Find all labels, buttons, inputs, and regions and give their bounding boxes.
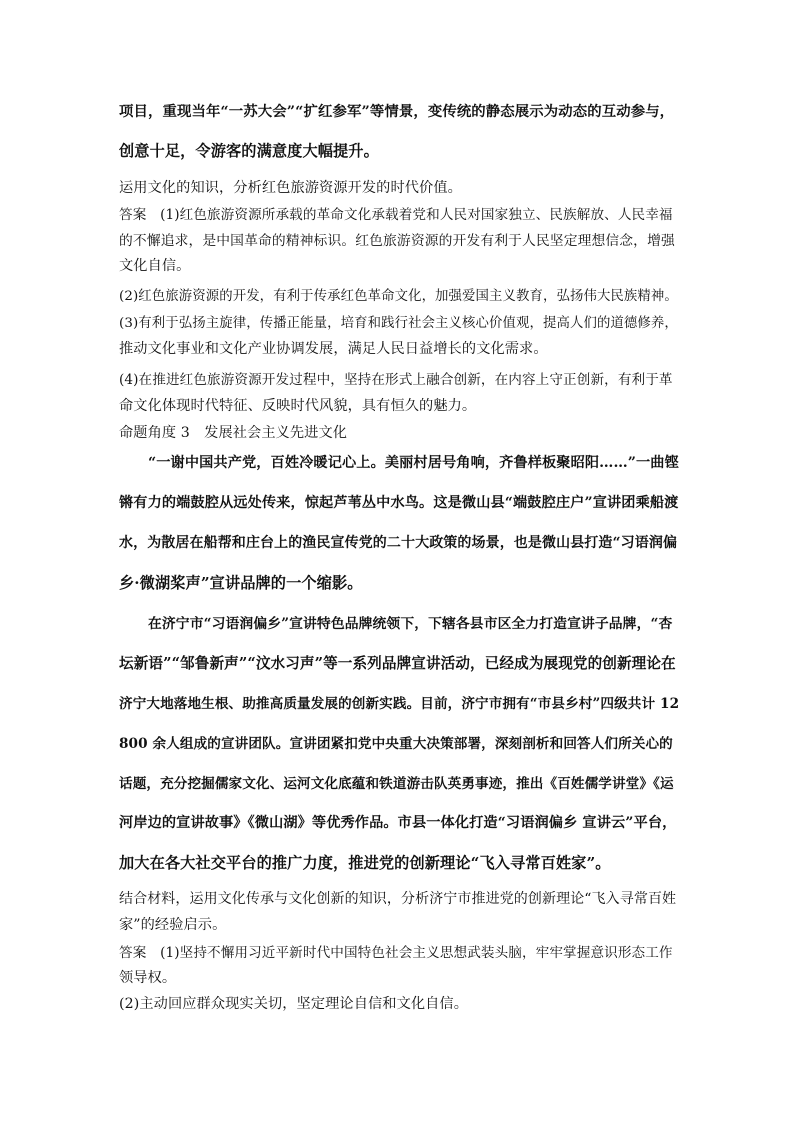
answer1-line-7: (4)在推进红色旅游资源开发过程中，坚持在形式上融合创新，在内容上守正创新，有利于革 (119, 372, 673, 388)
question2-line-1: 结合材料，运用文化传承与文化创新的知识，分析济宁市推进党的创新理论“飞入寻常百姓 (119, 891, 677, 907)
material2-line-4: 乡·微湖桨声”宣讲品牌的一个缩影。 (119, 574, 363, 592)
answer2-line-3: (2)主动回应群众现实关切，坚定理论自信和文化自信。 (119, 996, 469, 1012)
material2-line-10: 河岸边的宣讲故事》《微山湖》等优秀作品。市县一体化打造“习语润偏乡 宣讲云”平台， (119, 815, 677, 831)
material2-line-1: “一谢中国共产党，百姓冷暖记心上。美丽村居号角响，齐鲁样板聚昭阳……”一曲铿 (148, 455, 679, 471)
answer1-line-5: (3)有利于弘扬主旋律，传播正能量，培育和践行社会主义核心价值观，提高人们的道德修养， (119, 316, 678, 331)
answer2-line-2: 领导权。 (119, 970, 177, 986)
material2-line-9: 话题，充分挖掘儒家文化、运河文化底蕴和铁道游击队英勇事迹，推出《百姓儒学讲堂》《运 (119, 776, 674, 792)
question1-line: 运用文化的知识，分析红色旅游资源开发的时代价值。 (119, 180, 462, 196)
section-heading: 命题角度 3 发展社会主义先进文化 (119, 425, 348, 441)
answer1-line-6: 推动文化事业和文化产业协调发展，满足人民日益增长的文化需求。 (119, 341, 548, 357)
answer1-line-8: 命文化体现时代特征、反映时代风貌，具有恒久的魅力。 (119, 398, 477, 414)
answer1-line-1: 答案 (1)红色旅游资源所承载的革命文化承载着党和人民对国家独立、民族解放、人民幸福 (119, 207, 673, 223)
material2-line-11: 加大在各大社交平台的推广力度，推进党的创新理论“飞入寻常百姓家”。 (119, 854, 611, 872)
material2-line-6: 坛新语”“邹鲁新声”“汶水习声”等一系列品牌宣讲活动，已经成为展现党的创新理论在 (119, 655, 676, 672)
material2-line-7: 济宁大地落地生根、助推高质量发展的创新实践。目前，济宁市拥有“市县乡村”四级共计 12 (119, 696, 679, 712)
material1-line-2: 创意十足，令游客的满意度大幅提升。 (119, 142, 379, 160)
material2-line-5: 在济宁市“习语润偏乡”宣讲特色品牌统领下，下辖各县市区全力打造宣讲子品牌，“杏 (148, 616, 673, 632)
answer1-line-3: 文化自信。 (119, 258, 191, 274)
material2-line-8: 800 余人组成的宣讲团队。宣讲团紧扣党中央重大决策部署，深刻剖析和回答人们所关心的 (119, 736, 673, 752)
answer1-line-2: 的不懈追求，是中国革命的精神标识。红色旅游资源的开发有利于人民坚定理想信念，增强 (119, 233, 675, 249)
material1-line-1: 项目，重现当年“一苏大会”“扩红参军”等情景，变传统的静态展示为动态的互动参与， (119, 103, 675, 120)
answer2-line-1: 答案 (1)坚持不懈用习近平新时代中国特色社会主义思想武装头脑，牢牢掌握意识形态工作 (119, 945, 673, 961)
material2-line-2: 锵有力的端鼓腔从远处传来，惊起芦苇丛中水鸟。这是微山县“端鼓腔庄户”宣讲团乘船渡 (119, 495, 679, 511)
question2-line-2: 家”的经验启示。 (119, 917, 227, 933)
answer1-line-4: (2)红色旅游资源的开发，有利于传承红色革命文化，加强爱国主义教育，弘扬伟大民族精神。 (119, 289, 678, 304)
material2-line-3: 水，为散居在船帮和庄台上的渔民宣传党的二十大政策的场景，也是微山县打造“习语润偏 (119, 535, 678, 551)
